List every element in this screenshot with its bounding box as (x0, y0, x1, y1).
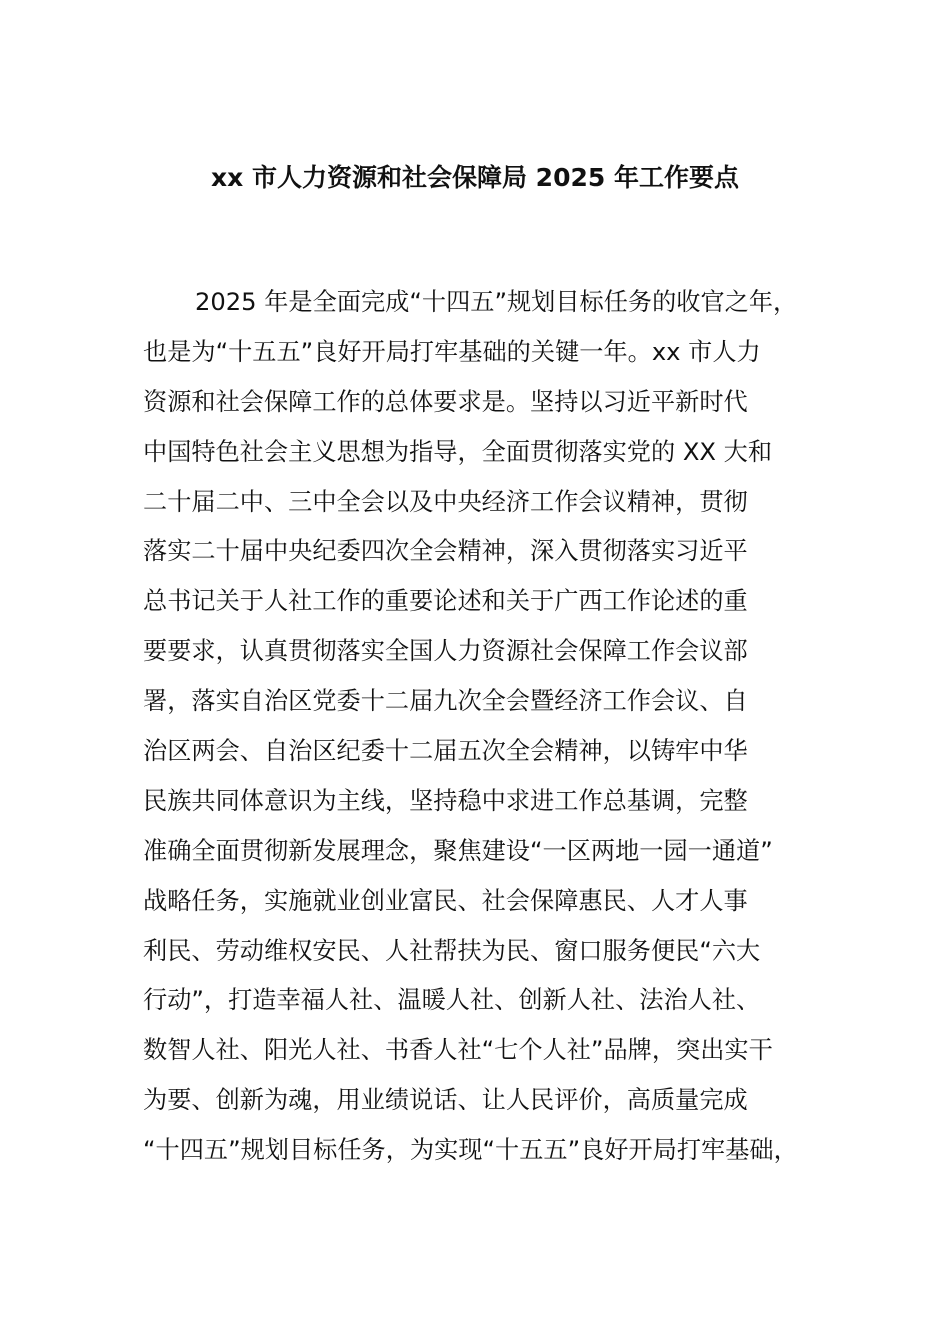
document-title: xx 市人力资源和社会保障局 2025 年工作要点 (211, 163, 739, 192)
paragraph-line: 2025 年是全面完成“十四五”规划目标任务的收官之年， (195, 288, 798, 316)
paragraph-line: 为要、创新为魂，用业绩说话、让人民评价，高质量完成 (143, 1086, 748, 1115)
document-body (143, 281, 843, 1179)
paragraph-line: 也是为“十五五”良好开局打牢基础的关键一年。xx 市人力 (143, 337, 761, 366)
paragraph-line: 数智人社、阳光人社、书香人社“七个人社”品牌，突出实干 (143, 1036, 773, 1065)
paragraph-line: 战略任务，实施就业创业富民、社会保障惠民、人才人事 (143, 886, 748, 915)
paragraph-line: 二十届二中、三中全会以及中央经济工作会议精神，贯彻 (143, 487, 748, 516)
paragraph-line: 治区两会、自治区纪委十二届五次全会精神，以铸牢中华 (143, 737, 748, 766)
paragraph-line: 行动”，打造幸福人社、温暖人社、创新人社、法治人社、 (143, 986, 761, 1015)
paragraph-line: 署，落实自治区党委十二届九次全会暨经济工作会议、自 (143, 687, 748, 716)
paragraph-line: “十四五”规划目标任务，为实现“十五五”良好开局打牢基础， (143, 1136, 798, 1165)
paragraph-line: 中国特色社会主义思想为指导，全面贯彻落实党的 XX 大和 (143, 437, 773, 466)
paragraph-line: 民族共同体意识为主线，坚持稳中求进工作总基调，完整 (143, 786, 748, 815)
paragraph-line: 准确全面贯彻新发展理念，聚焦建设“一区两地一园一通道” (143, 836, 773, 865)
paragraph-line: 资源和社会保障工作的总体要求是。坚持以习近平新时代 (143, 387, 748, 416)
paragraph-line: 利民、劳动维权安民、人社帮扶为民、窗口服务便民“六大 (143, 936, 761, 965)
paragraph-line: 要要求，认真贯彻落实全国人力资源社会保障工作会议部 (143, 637, 748, 666)
paragraph-line: 落实二十届中央纪委四次全会精神，深入贯彻落实习近平 (143, 537, 748, 566)
paragraph-line: 总书记关于人社工作的重要论述和关于广西工作论述的重 (143, 587, 748, 616)
